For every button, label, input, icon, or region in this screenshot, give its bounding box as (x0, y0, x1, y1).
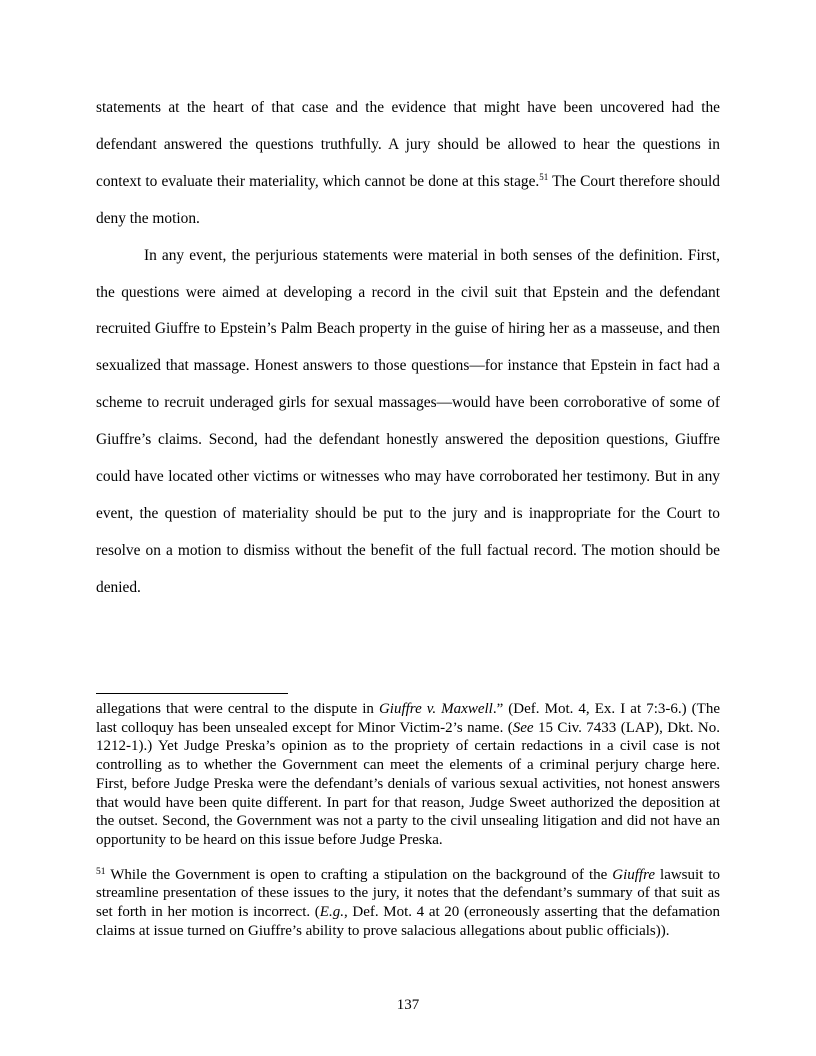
footnote-continued (96, 700, 720, 850)
footnote-reference-51: 51 (539, 171, 549, 182)
body-text (96, 90, 720, 607)
paragraph-continued (96, 90, 720, 238)
footnote-51-case-name: Giuffre (612, 866, 656, 883)
paragraph-continued-text-2: The Court therefore should deny the motion. (96, 172, 720, 227)
paragraph-materiality: In any event, the perjurious statements were material in both senses of the definition. First, the questions were aimed at developing a record in the civil suit that Epstein and the defendant recruited Giuffre to Epstein’s Palm Beach property in the guise of hiring her as a masseuse, and then sexualized that massage. Honest answers to those questions—for instance that Epstein in fact had a scheme to recruit underaged girls for sexual massages—would have been corroborative of some of Giuffre’s claims. Second, had the defendant honestly answered the deposition questions, Giuffre could have located other victims or witnesses who may have corroborated her testimony. But in any event, the question of materiality should be put to the jury and is inappropriate for the Court to resolve on a motion to dismiss without the benefit of the full factual record. The motion should be denied. (96, 246, 720, 596)
footnotes (96, 700, 720, 940)
footnote-continued-case-name: Giuffre v. Maxwell (378, 701, 493, 717)
paragraph-continued-text-1: statements at the heart of that case and the evidence that might have been uncovered had the defendant answered the questions truthfully. A jury should be allowed to hear the questions in context to evaluate their materiality, which cannot be done at this stage. (96, 99, 720, 190)
page-number: 137 (396, 997, 420, 1013)
footnote-51 (96, 866, 720, 941)
footnote-continued-text-2: .” (Def. Mot. 4, Ex. I at 7:3-6.) (The last colloquy has been unsealed except for Minor Victim-2’s name. ( (96, 701, 720, 736)
footnote-51-signal: E.g. (319, 904, 344, 921)
footnote-continued-signal: See (512, 719, 534, 736)
footnote-gap (96, 850, 720, 866)
footnote-51-text-1: While the Government is open to crafting a stipulation on the background of the (105, 866, 613, 883)
footnote-continued-text-1: allegations that were central to the dispute in (96, 701, 379, 717)
footnote-continued-text-3: 15 Civ. 7433 (LAP), Dkt. No. 1212-1).) Yet Judge Preska’s opinion as to the propriety of certain redactions in a civil case is not controlling as to whether the Government can meet the elements of a criminal perjury charge here. First, before Judge Preska were the defendant’s denials of various sexual activities, not honest answers that would have been quite different. In part for that reason, Judge Sweet authorized the deposition at the outset. Second, the Government was not a party to the civil unsealing litigation and did not have an opportunity to be heard on this issue before Judge Preska. (96, 719, 721, 848)
footnote-51-text-3: , Def. Mot. 4 at 20 (erroneously asserting that the defamation claims at issue turned on Giuffre’s ability to prove salacious allegations about public officials)). (96, 904, 720, 939)
footnote-51-text-2: lawsuit to streamline presentation of these issues to the jury, it notes that the defendant’s summary of that suit as set forth in her motion is incorrect. ( (96, 866, 720, 921)
footnote-51-mark: 51 (96, 866, 106, 877)
footnote-separator (96, 693, 288, 694)
